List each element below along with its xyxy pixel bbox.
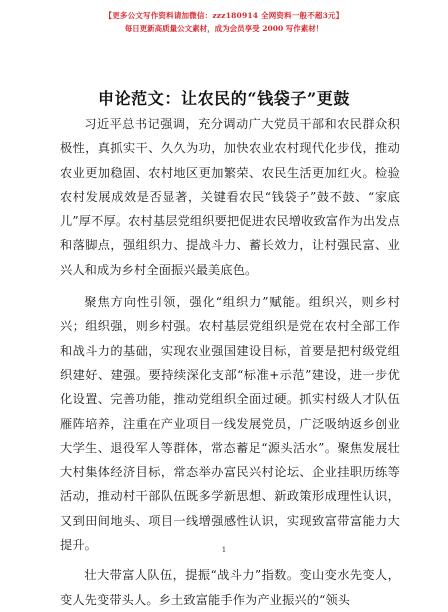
page-number: 1 [221, 546, 227, 554]
paragraph-2: 聚焦方向性引领，强化“组织力”赋能。组织兴，则乡村兴；组织强，则乡村强。农村基层党组织是党在农村全部工作和战斗力的基础，实现农业强国建设目标，首要是把村级党组织建好、建强。要持续深化支部“标准+示范”建设，进一步优化设置、完善功能，推动党组织全面过硬。抓实村级人才队伍雁阵培养，注重在产业项目一线发展党员，广泛吸纳返乡创业大学生、退役军人等群体，常态蓄足“源头活水”。聚焦发展壮大村集体经济目标，常态举办富民兴村论坛、企业挂职历练等活动，推动村干部队伍既多学新思想、新政策形成理性认识，又到田间地头、项目一线增强感性认识，实现致富带富能力大提升。 [60, 295, 400, 553]
banner-line-2: 每日更新高质量公文素材，成为会员享受 2000 写作素材！ [124, 24, 324, 33]
document-body [60, 112, 400, 612]
paragraph-1: 习近平总书记强调，充分调动广大党员干部和农民群众积极性，真抓实干、久久为功，加快农业农村现代化步伐，推动农业更加稳固、农村地区更加繁荣、农民生活更加红火。检验农村发展成效是否显著，关键看农民“钱袋子”鼓不鼓、“家底儿”厚不厚。农村基层党组织要把促进农民增收致富作为出发点和落脚点，强组织力、提战斗力、蓄长效力，让村强民富、业兴人和成为乡村全面振兴最美底色。 [60, 117, 400, 277]
banner-line-1: 【更多公文写作资料请加微信：zzz180914 全网资料一般不超3元】 [104, 11, 344, 20]
paragraph-3: 壮大带富人队伍，提振“战斗力”指数。变山变水先变人，变人先变带头人。乡土致富能手作为产业振兴的“领头 [60, 568, 400, 607]
document-title: 申论范文：让农民的“钱袋子”更鼓 [97, 89, 350, 108]
header-banner [0, 10, 448, 34]
